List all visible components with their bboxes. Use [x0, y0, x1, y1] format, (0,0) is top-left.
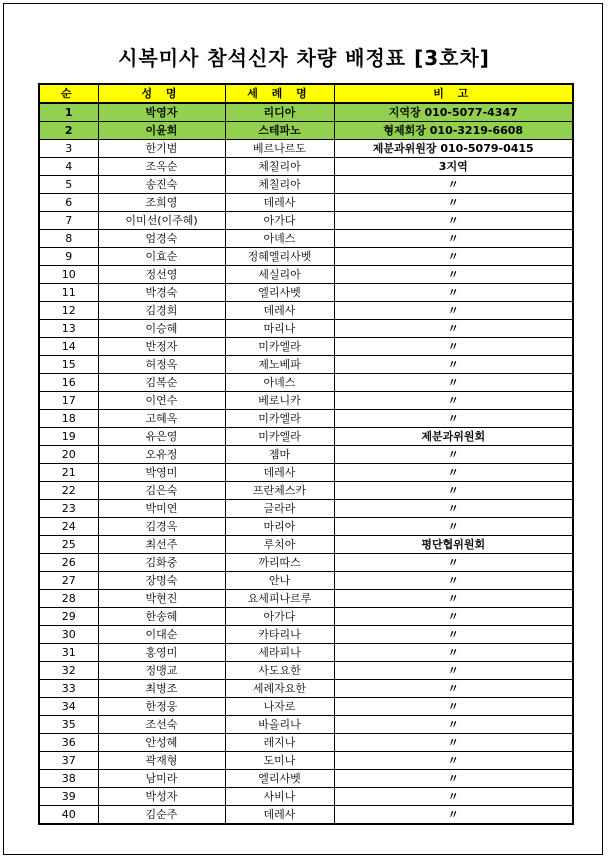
table-row: [39, 698, 573, 716]
cell-no: 4: [39, 158, 98, 176]
cell-note: 〃: [334, 572, 573, 590]
cell-no: 40: [39, 806, 98, 825]
cell-no: 11: [39, 284, 98, 302]
cell-name: 조희영: [98, 194, 225, 212]
cell-no: 18: [39, 410, 98, 428]
table-row: [39, 770, 573, 788]
cell-no: 21: [39, 464, 98, 482]
cell-name: 박경숙: [98, 284, 225, 302]
cell-note: 〃: [334, 554, 573, 572]
cell-note: 〃: [334, 500, 573, 518]
cell-no: 3: [39, 140, 98, 158]
table-row: [39, 122, 573, 140]
table-row: [39, 464, 573, 482]
cell-baptismal-name: 요세피나르루: [225, 590, 334, 608]
cell-baptismal-name: 리디아: [225, 103, 334, 122]
cell-baptismal-name: 데레사: [225, 194, 334, 212]
cell-name: 조옥순: [98, 158, 225, 176]
cell-no: 33: [39, 680, 98, 698]
cell-baptismal-name: 세실리아: [225, 266, 334, 284]
table-body: [39, 103, 573, 824]
cell-name: 박현진: [98, 590, 225, 608]
cell-note: 〃: [334, 302, 573, 320]
cell-baptismal-name: 데레사: [225, 302, 334, 320]
cell-baptismal-name: 도미나: [225, 752, 334, 770]
cell-note: 〃: [334, 374, 573, 392]
cell-baptismal-name: 레지나: [225, 734, 334, 752]
cell-name: 한기범: [98, 140, 225, 158]
table-row: [39, 176, 573, 194]
cell-name: 허정옥: [98, 356, 225, 374]
cell-note: 형제회장 010-3219-6608: [334, 122, 573, 140]
cell-no: 35: [39, 716, 98, 734]
cell-note: 〃: [334, 212, 573, 230]
cell-name: 장명숙: [98, 572, 225, 590]
cell-name: 곽재형: [98, 752, 225, 770]
cell-no: 6: [39, 194, 98, 212]
cell-note: 〃: [334, 356, 573, 374]
cell-note: 평단협위원회: [334, 536, 573, 554]
table-row: [39, 158, 573, 176]
table-row: [39, 554, 573, 572]
cell-note: 3지역: [334, 158, 573, 176]
cell-baptismal-name: 프란체스카: [225, 482, 334, 500]
header-no: 순: [39, 84, 98, 103]
table-row: [39, 266, 573, 284]
table-row: [39, 806, 573, 825]
cell-no: 13: [39, 320, 98, 338]
cell-note: 〃: [334, 662, 573, 680]
cell-note: 〃: [334, 482, 573, 500]
table-row: [39, 284, 573, 302]
cell-name: 김순주: [98, 806, 225, 825]
cell-name: 박성자: [98, 788, 225, 806]
cell-baptismal-name: 아가다: [225, 212, 334, 230]
cell-name: 유은영: [98, 428, 225, 446]
cell-baptismal-name: 마리아: [225, 518, 334, 536]
cell-baptismal-name: 세례자요한: [225, 680, 334, 698]
cell-no: 38: [39, 770, 98, 788]
table-row: [39, 446, 573, 464]
cell-no: 1: [39, 103, 98, 122]
cell-note: 〃: [334, 716, 573, 734]
cell-baptismal-name: 제노베파: [225, 356, 334, 374]
cell-no: 19: [39, 428, 98, 446]
cell-name: 정맹교: [98, 662, 225, 680]
cell-no: 9: [39, 248, 98, 266]
table-row: [39, 734, 573, 752]
cell-name: 안성혜: [98, 734, 225, 752]
cell-no: 31: [39, 644, 98, 662]
cell-baptismal-name: 미카엘라: [225, 338, 334, 356]
cell-name: 오유정: [98, 446, 225, 464]
cell-note: 〃: [334, 806, 573, 825]
cell-no: 36: [39, 734, 98, 752]
cell-name: 이연수: [98, 392, 225, 410]
table-row: [39, 572, 573, 590]
cell-note: 〃: [334, 392, 573, 410]
cell-no: 20: [39, 446, 98, 464]
cell-baptismal-name: 체칠리아: [225, 158, 334, 176]
cell-no: 26: [39, 554, 98, 572]
table-row: [39, 356, 573, 374]
header-baptismal-name: 세 례 명: [225, 84, 334, 103]
cell-baptismal-name: 사비나: [225, 788, 334, 806]
cell-no: 23: [39, 500, 98, 518]
table-row: [39, 536, 573, 554]
cell-baptismal-name: 젬마: [225, 446, 334, 464]
cell-note: 제분과위원장 010-5079-0415: [334, 140, 573, 158]
cell-name: 김경옥: [98, 518, 225, 536]
cell-name: 김복순: [98, 374, 225, 392]
cell-no: 24: [39, 518, 98, 536]
cell-note: 〃: [334, 626, 573, 644]
cell-note: 〃: [334, 590, 573, 608]
cell-name: 송진숙: [98, 176, 225, 194]
cell-baptismal-name: 마리나: [225, 320, 334, 338]
cell-name: 한송혜: [98, 608, 225, 626]
cell-note: 〃: [334, 338, 573, 356]
cell-no: 22: [39, 482, 98, 500]
cell-name: 정선영: [98, 266, 225, 284]
cell-no: 15: [39, 356, 98, 374]
table-row: [39, 680, 573, 698]
cell-note: 〃: [334, 518, 573, 536]
cell-name: 박미연: [98, 500, 225, 518]
header-note: 비 고: [334, 84, 573, 103]
cell-name: 엄경숙: [98, 230, 225, 248]
cell-no: 14: [39, 338, 98, 356]
cell-note: 〃: [334, 770, 573, 788]
cell-no: 8: [39, 230, 98, 248]
cell-name: 조선숙: [98, 716, 225, 734]
table-row: [39, 626, 573, 644]
table-row: [39, 662, 573, 680]
cell-baptismal-name: 데레사: [225, 464, 334, 482]
cell-name: 고혜옥: [98, 410, 225, 428]
cell-note: 〃: [334, 410, 573, 428]
cell-no: 30: [39, 626, 98, 644]
cell-baptismal-name: 체칠리아: [225, 176, 334, 194]
cell-name: 최선주: [98, 536, 225, 554]
cell-baptismal-name: 사도요한: [225, 662, 334, 680]
cell-note: 〃: [334, 176, 573, 194]
cell-baptismal-name: 아녜스: [225, 374, 334, 392]
cell-baptismal-name: 카타리나: [225, 626, 334, 644]
table-row: [39, 230, 573, 248]
table-row: [39, 752, 573, 770]
cell-note: 〃: [334, 230, 573, 248]
cell-baptismal-name: 미카엘라: [225, 410, 334, 428]
table-row: [39, 716, 573, 734]
cell-baptismal-name: 엘리사벳: [225, 284, 334, 302]
table-header-row: [39, 84, 573, 103]
cell-baptismal-name: 스테파노: [225, 122, 334, 140]
cell-note: 〃: [334, 680, 573, 698]
cell-baptismal-name: 까리따스: [225, 554, 334, 572]
cell-no: 32: [39, 662, 98, 680]
table-row: [39, 500, 573, 518]
cell-baptismal-name: 세라피나: [225, 644, 334, 662]
cell-baptismal-name: 미카엘라: [225, 428, 334, 446]
cell-note: 〃: [334, 266, 573, 284]
table-row: [39, 248, 573, 266]
cell-name: 한정웅: [98, 698, 225, 716]
table-row: [39, 392, 573, 410]
table-row: [39, 590, 573, 608]
cell-name: 이대순: [98, 626, 225, 644]
cell-note: 〃: [334, 248, 573, 266]
cell-baptismal-name: 정혜엘리사벳: [225, 248, 334, 266]
table-row: [39, 374, 573, 392]
cell-name: 반정자: [98, 338, 225, 356]
cell-note: 제분과위원회: [334, 428, 573, 446]
cell-no: 2: [39, 122, 98, 140]
table-row: [39, 428, 573, 446]
cell-name: 박영자: [98, 103, 225, 122]
cell-no: 10: [39, 266, 98, 284]
cell-name: 이승혜: [98, 320, 225, 338]
assignment-table: [38, 83, 574, 825]
table-row: [39, 482, 573, 500]
table-row: [39, 518, 573, 536]
cell-note: 〃: [334, 644, 573, 662]
cell-name: 김경희: [98, 302, 225, 320]
cell-name: 김화중: [98, 554, 225, 572]
table-row: [39, 140, 573, 158]
page-title: 시복미사 참석신자 차량 배정표 [3호차]: [118, 46, 490, 70]
cell-no: 39: [39, 788, 98, 806]
cell-no: 5: [39, 176, 98, 194]
cell-name: 박영미: [98, 464, 225, 482]
cell-baptismal-name: 안나: [225, 572, 334, 590]
cell-baptismal-name: 엘리사벳: [225, 770, 334, 788]
cell-note: 지역장 010-5077-4347: [334, 103, 573, 122]
cell-note: 〃: [334, 320, 573, 338]
cell-note: 〃: [334, 698, 573, 716]
cell-name: 남미라: [98, 770, 225, 788]
table-row: [39, 194, 573, 212]
cell-no: 28: [39, 590, 98, 608]
cell-note: 〃: [334, 788, 573, 806]
cell-baptismal-name: 나자로: [225, 698, 334, 716]
cell-baptismal-name: 바올리나: [225, 716, 334, 734]
cell-no: 27: [39, 572, 98, 590]
cell-no: 7: [39, 212, 98, 230]
cell-baptismal-name: 글라라: [225, 500, 334, 518]
cell-no: 12: [39, 302, 98, 320]
table-row: [39, 788, 573, 806]
cell-no: 34: [39, 698, 98, 716]
cell-name: 홍영미: [98, 644, 225, 662]
cell-name: 최병조: [98, 680, 225, 698]
cell-name: 이미선(이주혜): [98, 212, 225, 230]
cell-note: 〃: [334, 446, 573, 464]
table-row: [39, 608, 573, 626]
cell-no: 25: [39, 536, 98, 554]
cell-name: 이효순: [98, 248, 225, 266]
cell-baptismal-name: 루치아: [225, 536, 334, 554]
cell-baptismal-name: 베로니카: [225, 392, 334, 410]
table-row: [39, 410, 573, 428]
cell-no: 29: [39, 608, 98, 626]
cell-baptismal-name: 아가다: [225, 608, 334, 626]
cell-baptismal-name: 데레사: [225, 806, 334, 825]
cell-note: 〃: [334, 752, 573, 770]
cell-note: 〃: [334, 464, 573, 482]
table-row: [39, 644, 573, 662]
cell-note: 〃: [334, 734, 573, 752]
cell-no: 16: [39, 374, 98, 392]
cell-baptismal-name: 베르나르도: [225, 140, 334, 158]
cell-name: 이윤희: [98, 122, 225, 140]
table-row: [39, 212, 573, 230]
table-row: [39, 320, 573, 338]
cell-no: 17: [39, 392, 98, 410]
cell-no: 37: [39, 752, 98, 770]
cell-note: 〃: [334, 284, 573, 302]
cell-baptismal-name: 아녜스: [225, 230, 334, 248]
cell-name: 김은숙: [98, 482, 225, 500]
table-row: [39, 302, 573, 320]
table-row: [39, 103, 573, 122]
header-name: 성 명: [98, 84, 225, 103]
table-row: [39, 338, 573, 356]
cell-note: 〃: [334, 194, 573, 212]
cell-note: 〃: [334, 608, 573, 626]
